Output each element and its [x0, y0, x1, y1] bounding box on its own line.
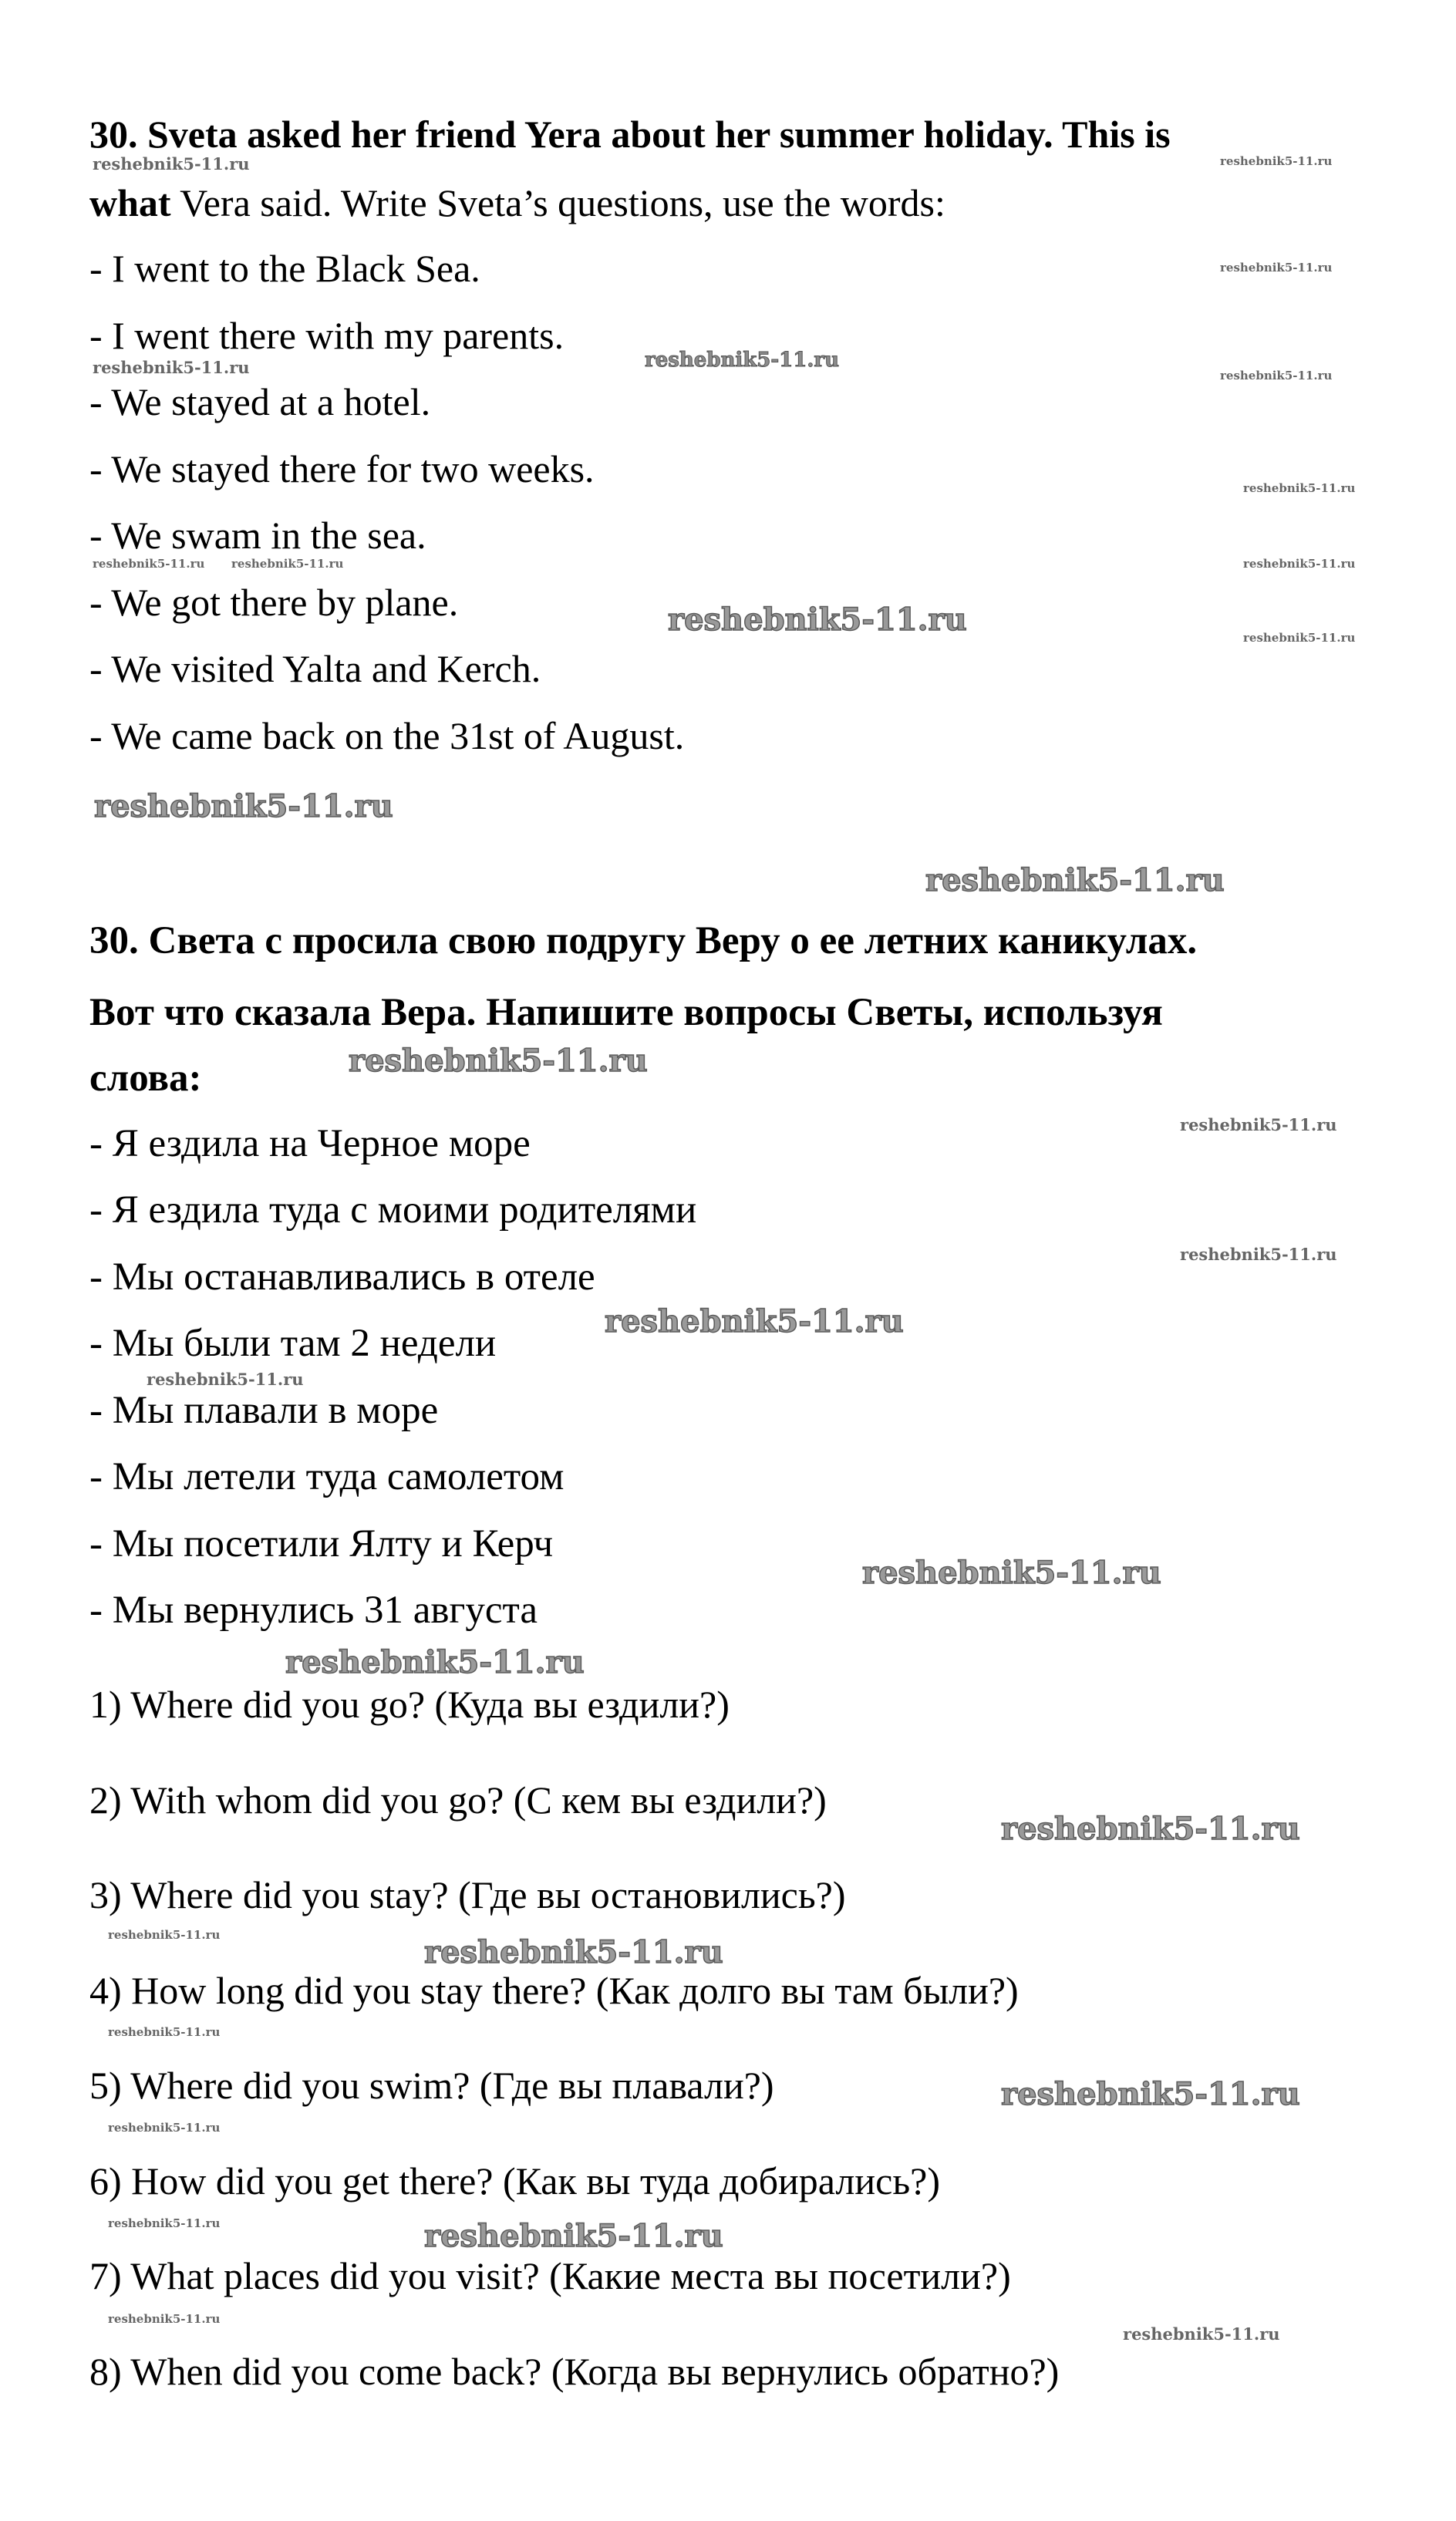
- watermark: reshebnik5-11.ru: [925, 862, 1225, 898]
- watermark: reshebnik5-11.ru: [147, 1370, 304, 1389]
- answer-item: 3) Where did you stay? (Где вы остановились?): [89, 1873, 846, 1916]
- watermark: reshebnik5-11.ru: [231, 557, 344, 571]
- watermark: reshebnik5-11.ru: [108, 2312, 221, 2326]
- watermark: reshebnik5-11.ru: [93, 154, 250, 174]
- russian-item: - Мы летели туда самолетом: [89, 1455, 565, 1498]
- english-item: - We stayed at a hotel.: [89, 380, 431, 423]
- answer-item: 7) What places did you visit? (Какие места вы посетили?): [89, 2254, 1011, 2297]
- answer-item: 8) When did you come back? (Когда вы вернулись обратно?): [89, 2350, 1060, 2393]
- russian-item: - Мы были там 2 недели: [89, 1322, 497, 1365]
- watermark: reshebnik5-11.ru: [645, 349, 840, 372]
- watermark: reshebnik5-11.ru: [424, 2218, 723, 2254]
- russian-item: - Мы вернулись 31 августа: [89, 1589, 538, 1632]
- english-heading-rest: Vera said. Write Sveta’s questions, use the words:: [170, 181, 945, 224]
- watermark: reshebnik5-11.ru: [108, 1928, 221, 1942]
- watermark: reshebnik5-11.ru: [1220, 154, 1333, 168]
- english-item: - We came back on the 31st of August.: [89, 714, 685, 757]
- watermark: reshebnik5-11.ru: [605, 1303, 904, 1340]
- watermark: reshebnik5-11.ru: [1220, 369, 1333, 383]
- answer-item: 2) With whom did you go? (С кем вы ездили?): [89, 1778, 827, 1822]
- watermark: reshebnik5-11.ru: [1123, 2324, 1280, 2344]
- watermark: reshebnik5-11.ru: [94, 788, 393, 824]
- russian-item: - Мы плавали в море: [89, 1389, 439, 1432]
- russian-item: - Я ездила туда с моими родителями: [89, 1188, 697, 1232]
- watermark: reshebnik5-11.ru: [1243, 631, 1356, 645]
- watermark: reshebnik5-11.ru: [349, 1043, 648, 1079]
- english-heading-what: what: [89, 181, 171, 224]
- answer-item: 6) How did you get there? (Как вы туда добирались?): [89, 2159, 940, 2203]
- answer-item: 1) Where did you go? (Куда вы ездили?): [89, 1683, 730, 1726]
- watermark: reshebnik5-11.ru: [1243, 557, 1356, 571]
- watermark: reshebnik5-11.ru: [1243, 481, 1356, 495]
- watermark: reshebnik5-11.ru: [424, 1934, 723, 1970]
- english-item: - I went there with my parents.: [89, 314, 565, 357]
- english-item: - We swam in the sea.: [89, 514, 426, 557]
- english-item: - We stayed there for two weeks.: [89, 447, 595, 490]
- english-heading-line2: [89, 180, 945, 226]
- watermark: reshebnik5-11.ru: [1180, 1115, 1337, 1134]
- english-item: - We got there by plane.: [89, 581, 459, 624]
- english-heading-line1: 30. Sveta asked her friend Yera about her summer holiday. This is: [89, 113, 1171, 156]
- watermark: reshebnik5-11.ru: [1220, 261, 1333, 275]
- watermark: reshebnik5-11.ru: [1001, 2076, 1300, 2112]
- russian-heading-line3: слова:: [89, 1057, 202, 1100]
- english-item: - I went to the Black Sea.: [89, 247, 480, 290]
- watermark: reshebnik5-11.ru: [93, 557, 205, 571]
- watermark: reshebnik5-11.ru: [668, 602, 967, 638]
- russian-item: - Я ездила на Черное море: [89, 1122, 531, 1165]
- watermark: reshebnik5-11.ru: [862, 1555, 1161, 1591]
- answer-item: 5) Where did you swim? (Где вы плавали?): [89, 2064, 774, 2107]
- russian-heading-line2: Вот что сказала Вера. Напишите вопросы Светы, используя: [89, 991, 1163, 1034]
- watermark: reshebnik5-11.ru: [1180, 1245, 1337, 1264]
- watermark: reshebnik5-11.ru: [108, 2216, 221, 2230]
- watermark: reshebnik5-11.ru: [93, 358, 250, 377]
- russian-item: - Мы останавливались в отеле: [89, 1255, 595, 1299]
- watermark: reshebnik5-11.ru: [108, 2025, 221, 2039]
- english-item: - We visited Yalta and Kerch.: [89, 647, 541, 690]
- answer-item: 4) How long did you stay there? (Как долго вы там были?): [89, 1969, 1019, 2012]
- watermark: reshebnik5-11.ru: [285, 1644, 585, 1680]
- watermark: reshebnik5-11.ru: [1001, 1811, 1300, 1847]
- russian-item: - Мы посетили Ялту и Керч: [89, 1522, 554, 1566]
- russian-heading-line1: 30. Света с просила свою подругу Веру о ее летних каникулах.: [89, 919, 1198, 962]
- watermark: reshebnik5-11.ru: [108, 2121, 221, 2135]
